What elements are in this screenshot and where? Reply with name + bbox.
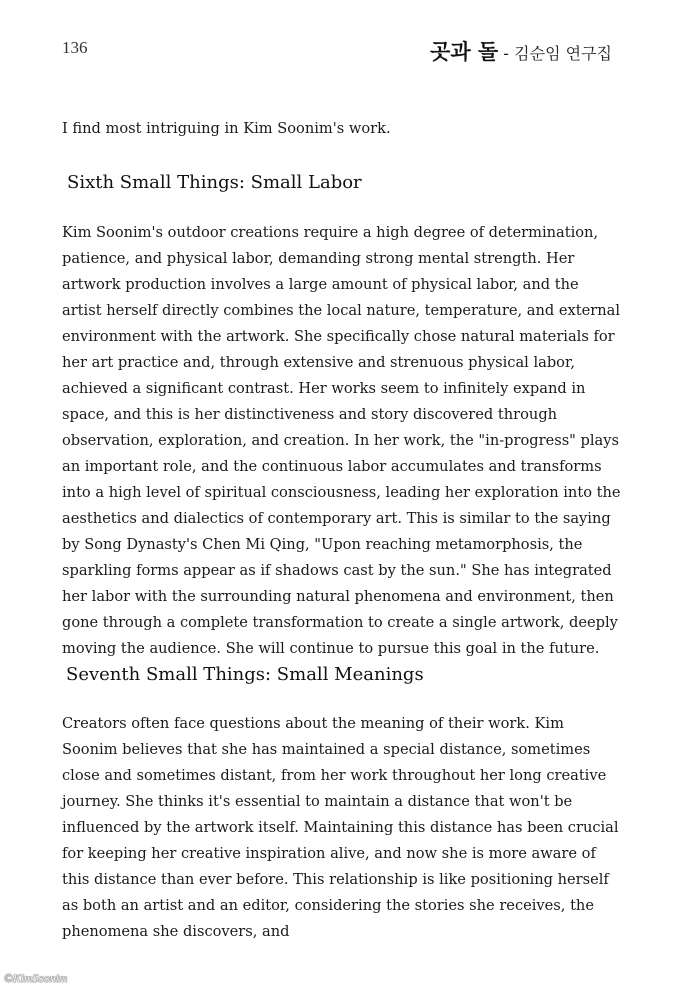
book-subtitle: - 김순임 연구집 xyxy=(498,44,612,63)
section-heading-seventh: Seventh Small Things: Small Meanings xyxy=(66,664,424,685)
running-header xyxy=(430,36,612,66)
section-heading-sixth: Sixth Small Things: Small Labor xyxy=(67,172,362,193)
page-number: 136 xyxy=(62,38,88,57)
copyright-watermark: ©KimSoonim xyxy=(4,971,68,985)
section-paragraph-seventh: Creators often face questions about the meaning of their work. Kim Soonim believes that she has maintained a special distance, sometimes close and sometimes distant, from her work throughout her long creative journey. She thinks it's essential to maintain a distance that won't be influenced by the artwork itself. Maintaining this distance has been crucial for keeping her creative inspiration alive, and now she is more aware of this distance than ever before. This relationship is like positioning herself as both an artist and an editor, considering the stories she receives, the phenomena she discovers, and xyxy=(62,715,619,940)
book-title: 곳과 돌 xyxy=(430,40,499,64)
intro-line: I find most intriguing in Kim Soonim's work. xyxy=(62,120,391,137)
section-paragraph-sixth: Kim Soonim's outdoor creations require a high degree of determination, patience, and physical labor, demanding strong mental strength. Her artwork production involves a large amount of physical labor, and the artist herself directly combines the local nature, temperature, and external environment with the artwork. She specifically chose natural materials for her art practice and, through extensive and strenuous physical labor, achieved a significant contrast. Her works seem to infinitely expand in space, and this is her distinctiveness and story discovered through observation, exploration, and creation. In her work, the "in-progress" plays an important role, and the continuous labor accumulates and transforms into a high level of spiritual consciousness, leading her exploration into the aesthetics and dialectics of contemporary art. This is similar to the saying by Song Dynasty's Chen Mi Qing, "Upon reaching metamorphosis, the sparkling forms appear as if shadows cast by the sun." She has integrated her labor with the surrounding natural phenomena and environment, then gone through a complete transformation to create a single artwork, deeply moving the audience. She will continue to pursue this goal in the future. xyxy=(62,224,621,657)
